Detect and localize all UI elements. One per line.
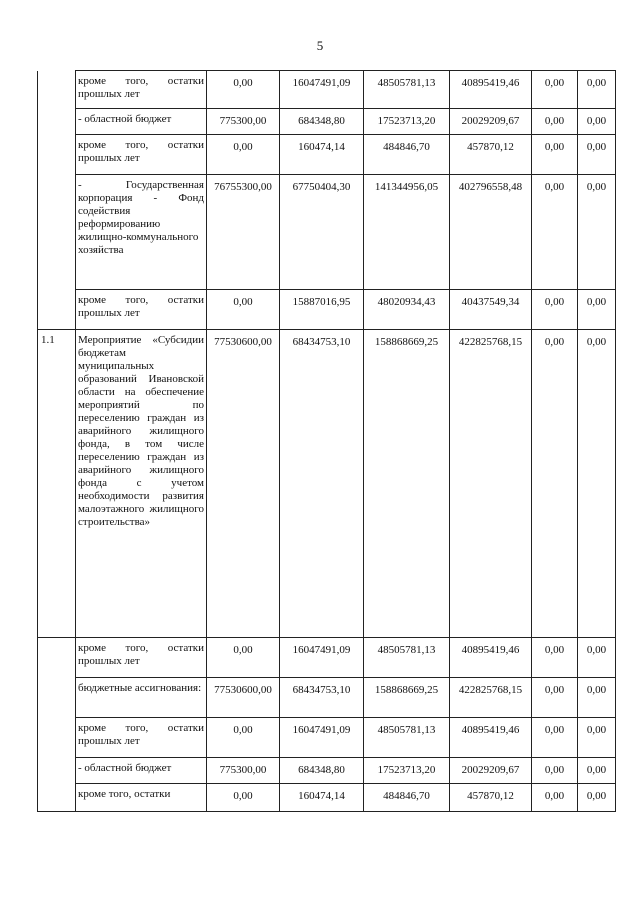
value-cell: 0,00 — [532, 678, 578, 718]
value-cell: 422825768,15 — [450, 330, 532, 638]
value-cell: 40895419,46 — [450, 718, 532, 758]
value-cell: 0,00 — [578, 290, 616, 330]
value-cell: 0,00 — [578, 758, 616, 784]
row-code — [38, 290, 76, 330]
row-description: Мероприятие «Субсидии бюджетам муниципальных образований Ивановской области на обеспечение мероприятий по переселению граждан из аварийного жилищного фонда, в том числе переселению граждан из аварийного жилищного фонда с учетом необходимости развития малоэтажного жилищного строительства» — [76, 330, 207, 638]
row-code — [38, 135, 76, 175]
value-cell: 16047491,09 — [280, 638, 364, 678]
row-description: - Государственная корпорация - Фонд содействия реформированию жилищно-коммунального хозяйства — [76, 175, 207, 290]
table-row — [38, 109, 616, 135]
value-cell: 0,00 — [532, 638, 578, 678]
value-cell: 0,00 — [578, 109, 616, 135]
value-cell: 48505781,13 — [364, 638, 450, 678]
value-cell: 0,00 — [578, 718, 616, 758]
row-description: - областной бюджет — [76, 109, 207, 135]
value-cell: 16047491,09 — [280, 718, 364, 758]
value-cell: 0,00 — [207, 784, 280, 812]
value-cell: 422825768,15 — [450, 678, 532, 718]
value-cell: 0,00 — [578, 678, 616, 718]
value-cell: 48505781,13 — [364, 718, 450, 758]
row-code — [38, 758, 76, 784]
row-code — [38, 638, 76, 678]
value-cell: 0,00 — [207, 71, 280, 109]
row-description: кроме того, остатки прошлых лет — [76, 638, 207, 678]
value-cell: 0,00 — [532, 758, 578, 784]
row-code — [38, 678, 76, 718]
value-cell: 77530600,00 — [207, 678, 280, 718]
table-row — [38, 758, 616, 784]
row-description: кроме того, остатки прошлых лет — [76, 290, 207, 330]
value-cell: 0,00 — [532, 135, 578, 175]
table-row — [38, 678, 616, 718]
value-cell: 158868669,25 — [364, 678, 450, 718]
row-description: кроме того, остатки — [76, 784, 207, 812]
value-cell: 40895419,46 — [450, 638, 532, 678]
budget-table — [37, 70, 615, 812]
value-cell: 48505781,13 — [364, 71, 450, 109]
value-cell: 17523713,20 — [364, 109, 450, 135]
value-cell: 16047491,09 — [280, 71, 364, 109]
value-cell: 77530600,00 — [207, 330, 280, 638]
row-code — [38, 718, 76, 758]
value-cell: 484846,70 — [364, 784, 450, 812]
value-cell: 158868669,25 — [364, 330, 450, 638]
row-code — [38, 175, 76, 290]
value-cell: 0,00 — [532, 718, 578, 758]
row-description: бюджетные ассигнования: — [76, 678, 207, 718]
value-cell: 0,00 — [532, 175, 578, 290]
value-cell: 0,00 — [578, 638, 616, 678]
value-cell: 68434753,10 — [280, 330, 364, 638]
value-cell: 775300,00 — [207, 109, 280, 135]
table-row — [38, 718, 616, 758]
value-cell: 0,00 — [578, 135, 616, 175]
table-row — [38, 71, 616, 109]
value-cell: 15887016,95 — [280, 290, 364, 330]
value-cell: 141344956,05 — [364, 175, 450, 290]
value-cell: 775300,00 — [207, 758, 280, 784]
value-cell: 0,00 — [578, 784, 616, 812]
value-cell: 684348,80 — [280, 758, 364, 784]
table-row — [38, 290, 616, 330]
table-row-measure — [38, 330, 616, 638]
value-cell: 0,00 — [207, 718, 280, 758]
row-description: - областной бюджет — [76, 758, 207, 784]
value-cell: 48020934,43 — [364, 290, 450, 330]
table-row — [38, 135, 616, 175]
row-description: кроме того, остатки прошлых лет — [76, 135, 207, 175]
value-cell: 0,00 — [207, 290, 280, 330]
value-cell: 0,00 — [532, 330, 578, 638]
value-cell: 0,00 — [532, 71, 578, 109]
value-cell: 17523713,20 — [364, 758, 450, 784]
table-row — [38, 175, 616, 290]
value-cell: 0,00 — [532, 109, 578, 135]
value-cell: 68434753,10 — [280, 678, 364, 718]
value-cell: 40437549,34 — [450, 290, 532, 330]
row-code: 1.1 — [38, 330, 76, 638]
value-cell: 402796558,48 — [450, 175, 532, 290]
row-description: кроме того, остатки прошлых лет — [76, 718, 207, 758]
value-cell: 20029209,67 — [450, 758, 532, 784]
value-cell: 457870,12 — [450, 135, 532, 175]
value-cell: 457870,12 — [450, 784, 532, 812]
value-cell: 160474,14 — [280, 135, 364, 175]
value-cell: 0,00 — [532, 290, 578, 330]
value-cell: 0,00 — [578, 71, 616, 109]
value-cell: 0,00 — [578, 330, 616, 638]
page-number: 5 — [316, 38, 324, 53]
value-cell: 684348,80 — [280, 109, 364, 135]
table-row — [38, 638, 616, 678]
row-code — [38, 71, 76, 109]
row-code — [38, 109, 76, 135]
table-row — [38, 784, 616, 812]
value-cell: 76755300,00 — [207, 175, 280, 290]
row-code — [38, 784, 76, 812]
value-cell: 0,00 — [532, 784, 578, 812]
value-cell: 67750404,30 — [280, 175, 364, 290]
value-cell: 0,00 — [207, 135, 280, 175]
value-cell: 0,00 — [207, 638, 280, 678]
row-description: кроме того, остатки прошлых лет — [76, 71, 207, 109]
value-cell: 484846,70 — [364, 135, 450, 175]
value-cell: 20029209,67 — [450, 109, 532, 135]
value-cell: 40895419,46 — [450, 71, 532, 109]
value-cell: 160474,14 — [280, 784, 364, 812]
value-cell: 0,00 — [578, 175, 616, 290]
